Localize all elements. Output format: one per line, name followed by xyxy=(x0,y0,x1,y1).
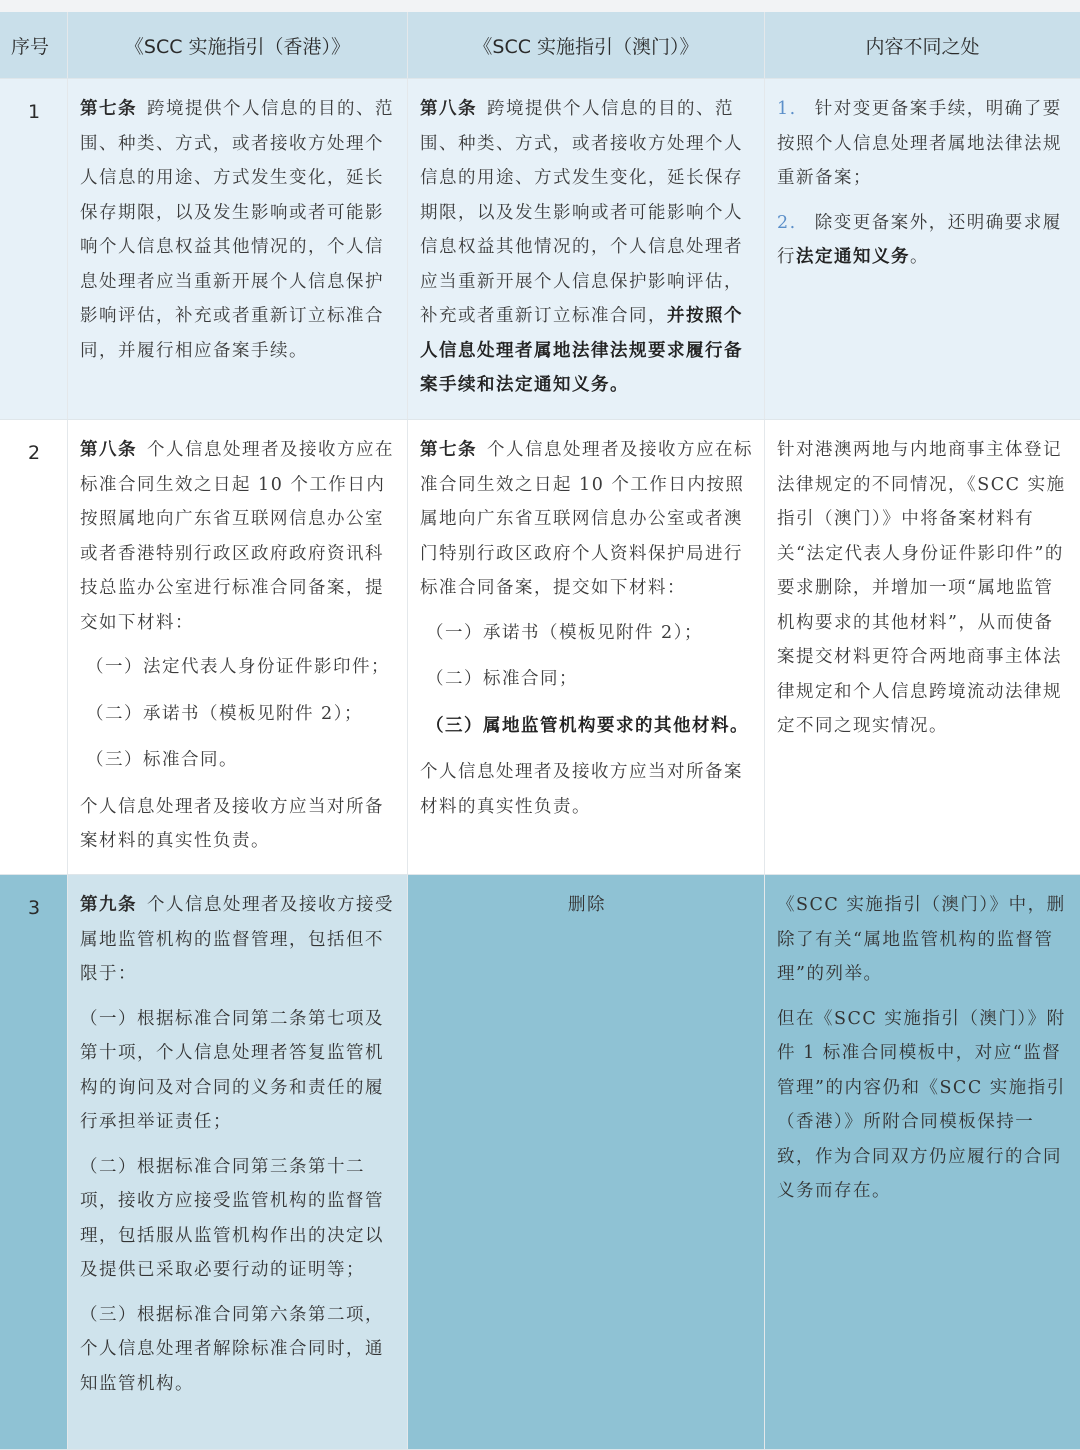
article-body: 跨境提供个人信息的目的、范围、种类、方式，或者接收方处理个人信息的用途、方式发生变化，延长保存期限，以及发生影响或者可能影响个人信息权益其他情况的，个人信息处理者应当重新开展个人信息保护影响评估，补充或者重新订立标准合同， xyxy=(420,99,743,326)
hk-text xyxy=(68,79,407,368)
table-header-row xyxy=(0,12,1080,79)
diff-paragraph: 针对港澳两地与内地商事主体登记法律规定的不同情况，《SCC 实施指引（澳门）》中将备案材料有关“法定代表人身份证件影印件”的要求删除，并增加一项“属地监管机构要求的其他材料”，从而使备案提交材料更符合两地商事主体法律规定和个人信息跨境流动法律规定不同之现实情况。 xyxy=(777,440,1066,736)
list-item: （三）根据标准合同第六条第二项，个人信息处理者解除标准合同时，通知监管机构。 xyxy=(80,1304,384,1394)
diff-paragraph: 但在《SCC 实施指引（澳门）》附件 1 标准合同模板中，对应“监督管理”的内容仍和《SCC 实施指引（香港）》所附合同模板保持一致，作为合同双方仍应履行的合同义务而存在。 xyxy=(777,1008,1066,1201)
list-text-end: 。 xyxy=(910,247,929,267)
header-index: 序号 xyxy=(0,12,68,78)
article-body: 个人信息处理者及接收方接受属地监管机构的监督管理，包括但不限于： xyxy=(80,895,394,984)
list-item: （一）根据标准合同第二条第七项及第十项，个人信息处理者答复监管机构的询问及对合同的义务和责任的履行承担举证责任； xyxy=(80,1008,384,1132)
header-mo: 《SCC 实施指引（澳门）》 xyxy=(408,12,765,78)
mo-cell xyxy=(408,79,765,419)
list-item: （一）法定代表人身份证件影印件； xyxy=(86,657,390,677)
diff-cell xyxy=(765,420,1080,874)
article-body: 跨境提供个人信息的目的、范围、种类、方式，或者接收方处理个人信息的用途、方式发生变化，延长保存期限，以及发生影响或者可能影响个人信息权益其他情况的，个人信息处理者应当重新开展个人信息保护影响评估，补充或者重新订立标准合同，并履行相应备案手续。 xyxy=(80,99,394,361)
article-label: 第八条 xyxy=(420,99,477,119)
article-body: 个人信息处理者及接收方应在标准合同生效之日起 10 个工作日内按照属地向广东省互联网信息办公室或者澳门特别行政区政府个人资料保护局进行标准合同备案，提交如下材料： xyxy=(420,440,753,598)
row-index-cell xyxy=(0,420,68,874)
diff-paragraph: 《SCC 实施指引（澳门）》中，删除了有关“属地监管机构的监督管理”的列举。 xyxy=(777,895,1066,984)
closing-text: 个人信息处理者及接收方应当对所备案材料的真实性负责。 xyxy=(420,762,743,817)
row-index-cell xyxy=(0,79,68,419)
article-label: 第八条 xyxy=(80,440,137,460)
article-body: 个人信息处理者及接收方应在标准合同生效之日起 10 个工作日内按照属地向广东省互联网信息办公室或者香港特别行政区政府政府资讯科技总监办公室进行标准合同备案，提交如下材料： xyxy=(80,440,394,633)
deleted-label: 删除 xyxy=(568,895,606,915)
comparison-table xyxy=(0,12,1080,1450)
header-hk: 《SCC 实施指引（香港）》 xyxy=(68,12,408,78)
article-body-bold: 并按照个人信息处理者属地法律法规要求履行备案手续和法定通知义务。 xyxy=(420,306,743,395)
list-item-bold: （三）属地监管机构要求的其他材料。 xyxy=(426,715,749,736)
list-text: 除变更备案外，还明确要求履行 xyxy=(777,212,1062,267)
hk-cell xyxy=(68,875,408,1449)
mo-text xyxy=(408,79,764,403)
list-number: 1. xyxy=(777,99,797,119)
hk-text xyxy=(68,875,407,1401)
list-item: （二）根据标准合同第三条第十二项，接收方应接受监管机构的监督管理，包括服从监管机构作出的决定以及提供已采取必要行动的证明等； xyxy=(80,1156,384,1280)
list-item: （二）承诺书（模板见附件 2）； xyxy=(86,703,363,724)
row-index: 2 xyxy=(28,442,41,464)
article-label: 第七条 xyxy=(420,440,477,460)
header-diff: 内容不同之处 xyxy=(865,35,980,58)
diff-cell xyxy=(765,875,1080,1449)
diff-text xyxy=(765,79,1080,275)
hk-cell xyxy=(68,420,408,874)
mo-text xyxy=(408,875,764,923)
list-number: 2. xyxy=(777,212,797,233)
mo-text xyxy=(408,420,764,824)
article-label: 第七条 xyxy=(80,99,137,119)
list-item: （一）承诺书（模板见附件 2）； xyxy=(426,622,703,643)
list-item: （三）标准合同。 xyxy=(86,750,238,770)
row-index: 3 xyxy=(28,897,41,919)
diff-text xyxy=(765,420,1080,744)
list-text: 针对变更备案手续，明确了要按照个人信息处理者属地法律法规重新备案； xyxy=(777,99,1062,188)
closing-text: 个人信息处理者及接收方应当对所备案材料的真实性负责。 xyxy=(80,796,384,851)
row-index: 1 xyxy=(28,101,41,123)
hk-cell xyxy=(68,79,408,419)
mo-cell xyxy=(408,420,765,874)
table-row xyxy=(0,420,1080,875)
table-row xyxy=(0,875,1080,1450)
mo-cell xyxy=(408,875,765,1449)
article-label: 第九条 xyxy=(80,895,137,915)
table-row xyxy=(0,79,1080,420)
list-item: （二）标准合同； xyxy=(426,669,578,689)
diff-text xyxy=(765,875,1080,1209)
diff-cell xyxy=(765,79,1080,419)
row-index-cell xyxy=(0,875,68,1449)
hk-text xyxy=(68,420,407,859)
list-text-bold: 法定通知义务 xyxy=(796,247,910,267)
